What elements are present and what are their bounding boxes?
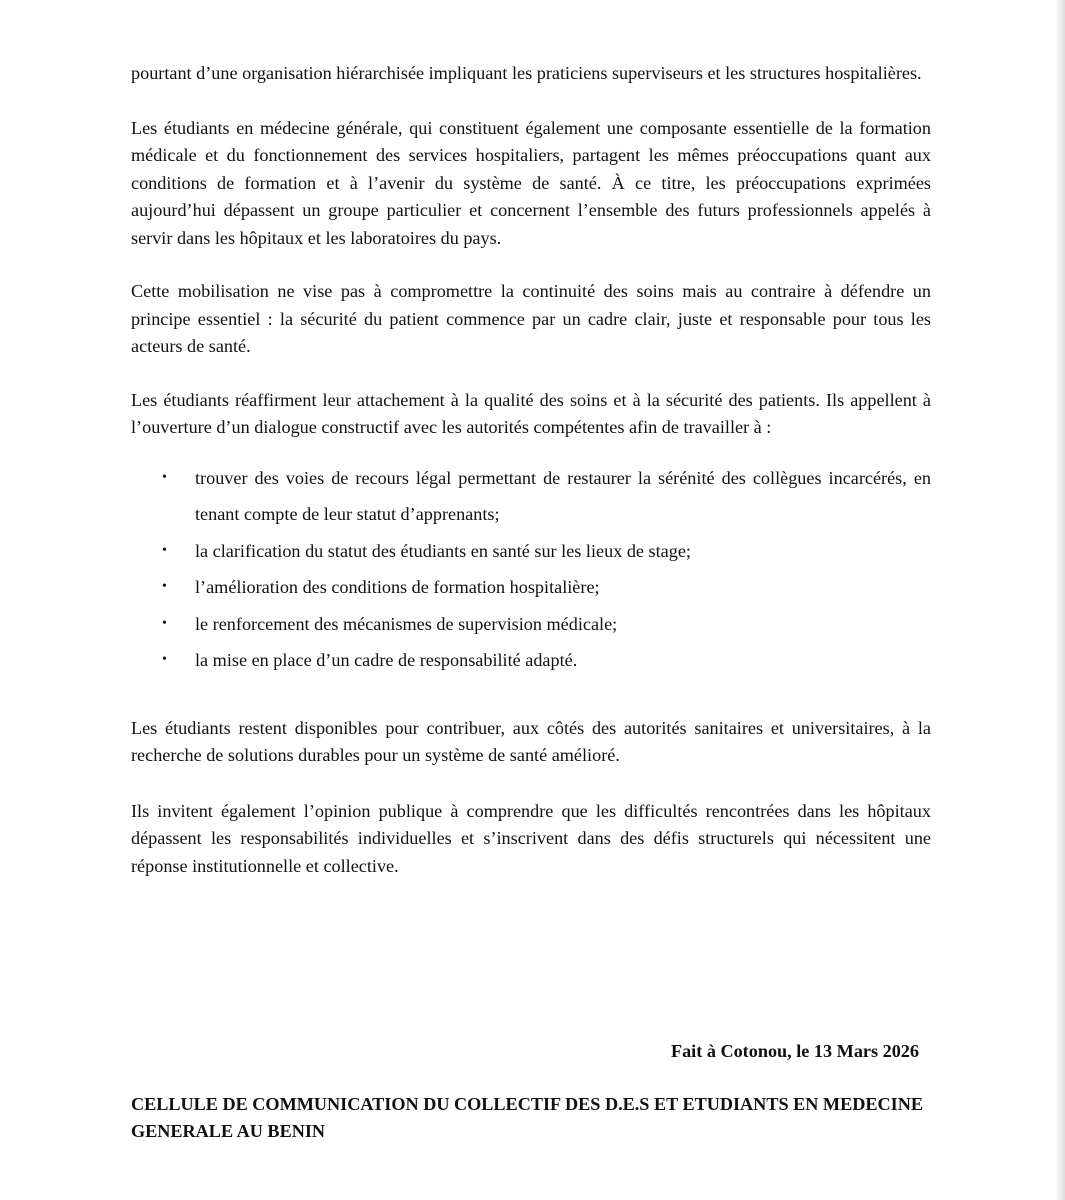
list-item-text: la clarification du statut des étudiants en santé sur les lieux de stage; (195, 540, 691, 561)
signature-block: CELLULE DE COMMUNICATION DU COLLECTIF DES D.E.S ET ETUDIANTS EN MEDECINE GENERALE AU BENIN (131, 1094, 923, 1141)
list-item-text: trouver des voies de recours légal permettant de restaurer la sérénité des collègues incarcérés, en tenant compte de leur statut d’apprenants; (195, 467, 931, 524)
bullet-icon: • (162, 579, 167, 594)
paragraph-public-opinion: Ils invitent également l’opinion publique à comprendre que les difficultés rencontrées dans les hôpitaux dépassent les responsabilités individuelles et s’inscrivent dans des défis structurels qui nécessitent une réponse institutionnelle et collective. (131, 800, 931, 876)
bullet-icon: • (162, 652, 167, 667)
paragraph-mobilisation: Cette mobilisation ne vise pas à compromettre la continuité des soins mais au contraire à défendre un principe essentiel : la sécurité du patient commence par un cadre clair, juste et responsable pour tous les acteurs de santé. (131, 281, 931, 356)
list-item (131, 606, 931, 643)
list-item-text: la mise en place d’un cadre de responsabilité adapté. (195, 650, 578, 670)
bullet-icon: • (162, 542, 167, 558)
page-edge-shadow (1055, 0, 1065, 1200)
paragraph-general-medicine-students: Les étudiants en médecine générale, qui constituent également une composante essentielle de la formation médicale et du fonctionnement des services hospitaliers, partagent les mêmes préoccupations quant aux conditions de formation et à l’avenir du système de santé. À ce titre, les préoccupations exprimées aujourd’hui dépassent un groupe particulier et concernent l’ensemble des futurs professionnels appelés à servir dans les hôpitaux et les laboratoires du pays. (131, 117, 931, 248)
bullet-icon: • (162, 615, 167, 631)
paragraph-reaffirmation: Les étudiants réaffirment leur attachement à la qualité des soins et à la sécurité des patients. Ils appellent à l’ouverture d’un dialogue constructif avec les autorités compétentes afin de travailler à : (131, 389, 931, 437)
list-item (131, 569, 931, 606)
list-item-text: le renforcement des mécanismes de supervision médicale; (195, 613, 618, 634)
list-item (131, 533, 931, 570)
place-date: Fait à Cotonou, le 13 Mars 2026 (670, 1041, 919, 1061)
list-item-text: l’amélioration des conditions de formation hospitalière; (195, 577, 600, 597)
list-item (131, 642, 931, 679)
demands-list (131, 460, 931, 679)
bullet-icon: • (162, 469, 167, 485)
paragraph-availability: Les étudiants restent disponibles pour contribuer, aux côtés des autorités sanitaires et universitaires, à la recherche de solutions durables pour un système de santé amélioré. (131, 717, 931, 765)
document-body (131, 60, 931, 880)
list-item (131, 460, 931, 533)
paragraph-hierarchy: pourtant d’une organisation hiérarchisée impliquant les praticiens superviseurs et les structures hospitalières. (131, 63, 922, 83)
